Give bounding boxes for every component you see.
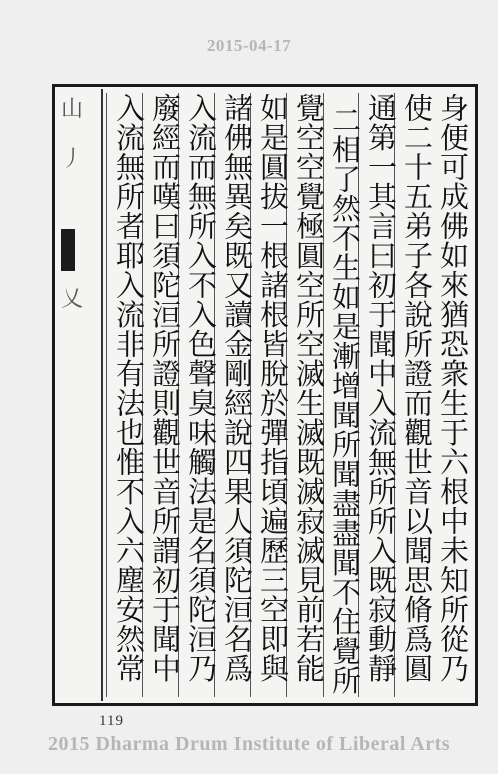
margin-tab-mark	[61, 229, 75, 271]
text-column-8: 入流而無所入不入色聲臭味觸法是名須陀洹乃	[178, 93, 219, 697]
margin-mark: 乂	[61, 287, 84, 312]
scanned-page	[52, 84, 478, 706]
margin-mark: 山	[61, 97, 84, 122]
text-column-9: 廢經而嘆曰須陀洹所證則觀世音所謂初于聞中	[142, 93, 183, 697]
page-margin-strip	[57, 89, 103, 701]
text-column-3: 通第一其言曰初于聞中入流無所所入既寂動靜	[358, 93, 399, 697]
text-column-4: 二相了然不生如是漸增聞所聞盡盡聞不住覺所	[323, 93, 363, 697]
text-column-6: 如是圓拔一根諸根皆脫於彈指頃遍歷三空即與	[250, 93, 291, 697]
footer-watermark: 2015 Dharma Drum Institute of Liberal Arts	[47, 733, 451, 755]
text-column-10: 入流無所者耶入流非有法也惟不入六塵安然常	[106, 93, 147, 697]
text-columns	[111, 93, 471, 697]
text-column-2: 使二十五弟子各說所證而觀世音以聞思脩爲圓	[394, 93, 435, 697]
margin-mark: 丿	[61, 147, 84, 172]
text-column-1: 身便可成佛如來猶恐衆生于六根中未知所從乃	[436, 93, 470, 683]
text-column-5: 覺空空覺極圓空所空滅生滅既滅寂滅見前若能	[286, 93, 327, 697]
date-watermark: 2015-04-17	[206, 36, 292, 55]
text-column-7: 諸佛無異矣既又讀金剛經說四果人須陀洹名爲	[214, 93, 255, 697]
page-number: 119	[99, 713, 124, 729]
